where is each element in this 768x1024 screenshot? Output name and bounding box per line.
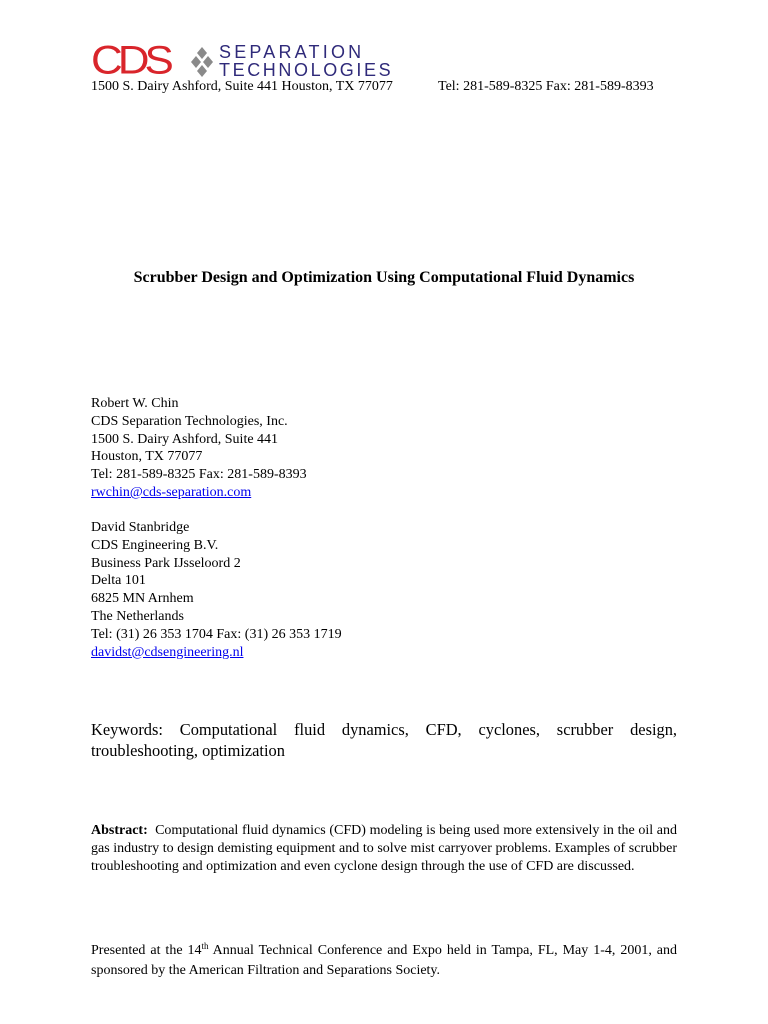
paper-title: Scrubber Design and Optimization Using Computational Fluid Dynamics <box>133 269 635 286</box>
logo-diamonds-icon <box>191 47 213 77</box>
author2-country: The Netherlands <box>91 608 184 624</box>
presented-before: Presented at the 14 <box>91 943 202 958</box>
logo-diamond-top <box>197 47 207 59</box>
author1-company: CDS Separation Technologies, Inc. <box>91 413 288 429</box>
logo-diamond-bottom <box>197 65 207 77</box>
author2-block <box>91 519 342 661</box>
author2-phones: Tel: (31) 26 353 1704 Fax: (31) 26 353 1719 <box>91 626 342 642</box>
presented-ordinal-suffix: th <box>201 941 209 951</box>
logo-separation-text: SEPARATION <box>219 42 365 62</box>
company-logo <box>91 38 394 83</box>
author2-address1: Business Park IJsseloord 2 <box>91 555 241 571</box>
abstract-label: Abstract: <box>91 823 148 838</box>
author2-name: David Stanbridge <box>91 520 190 535</box>
author1-email-link[interactable]: rwchin@cds-separation.com <box>91 484 252 500</box>
keywords-paragraph: Keywords: Computational fluid dynamics, CFD, cyclones, scrubber design, troubleshooting, optimization <box>91 720 677 760</box>
logo-cds-text: CDS <box>91 38 169 83</box>
presented-after: Annual Technical Conference and Expo held in Tampa, FL, May 1-4, 2001, and sponsored by the American Filtration and Separations Society. <box>91 943 677 978</box>
author2-address2: Delta 101 <box>91 573 146 589</box>
author1-block <box>91 395 307 502</box>
logo-diamond-left <box>191 56 201 68</box>
presented-note <box>91 941 677 981</box>
author2-company: CDS Engineering B.V. <box>91 537 219 553</box>
abstract-text: Computational fluid dynamics (CFD) modeling is being used more extensively in the oil and gas industry to design demisting equipment and to solve mist carryover problems. Examples of scrubber troubleshooting and optimization and even cyclone design through the use of CFD are discussed. <box>91 823 678 874</box>
letterhead-contact-line <box>91 79 681 95</box>
author1-name: Robert W. Chin <box>91 396 179 411</box>
author2-address3: 6825 MN Arnhem <box>91 591 194 607</box>
author1-address1: 1500 S. Dairy Ashford, Suite 441 <box>91 431 279 447</box>
author1-address2: Houston, TX 77077 <box>91 449 203 465</box>
author1-phones: Tel: 281-589-8325 Fax: 281-589-8393 <box>91 467 307 483</box>
logo-technologies-text: TECHNOLOGIES <box>219 60 394 80</box>
letterhead-phones: Tel: 281-589-8325 Fax: 281-589-8393 <box>438 79 654 94</box>
logo-diamond-right <box>203 56 213 68</box>
letterhead-address: 1500 S. Dairy Ashford, Suite 441 Houston, TX 77077 <box>91 79 393 94</box>
author2-email-link[interactable]: davidst@cdsengineering.nl <box>91 644 244 660</box>
abstract-paragraph <box>91 822 677 876</box>
